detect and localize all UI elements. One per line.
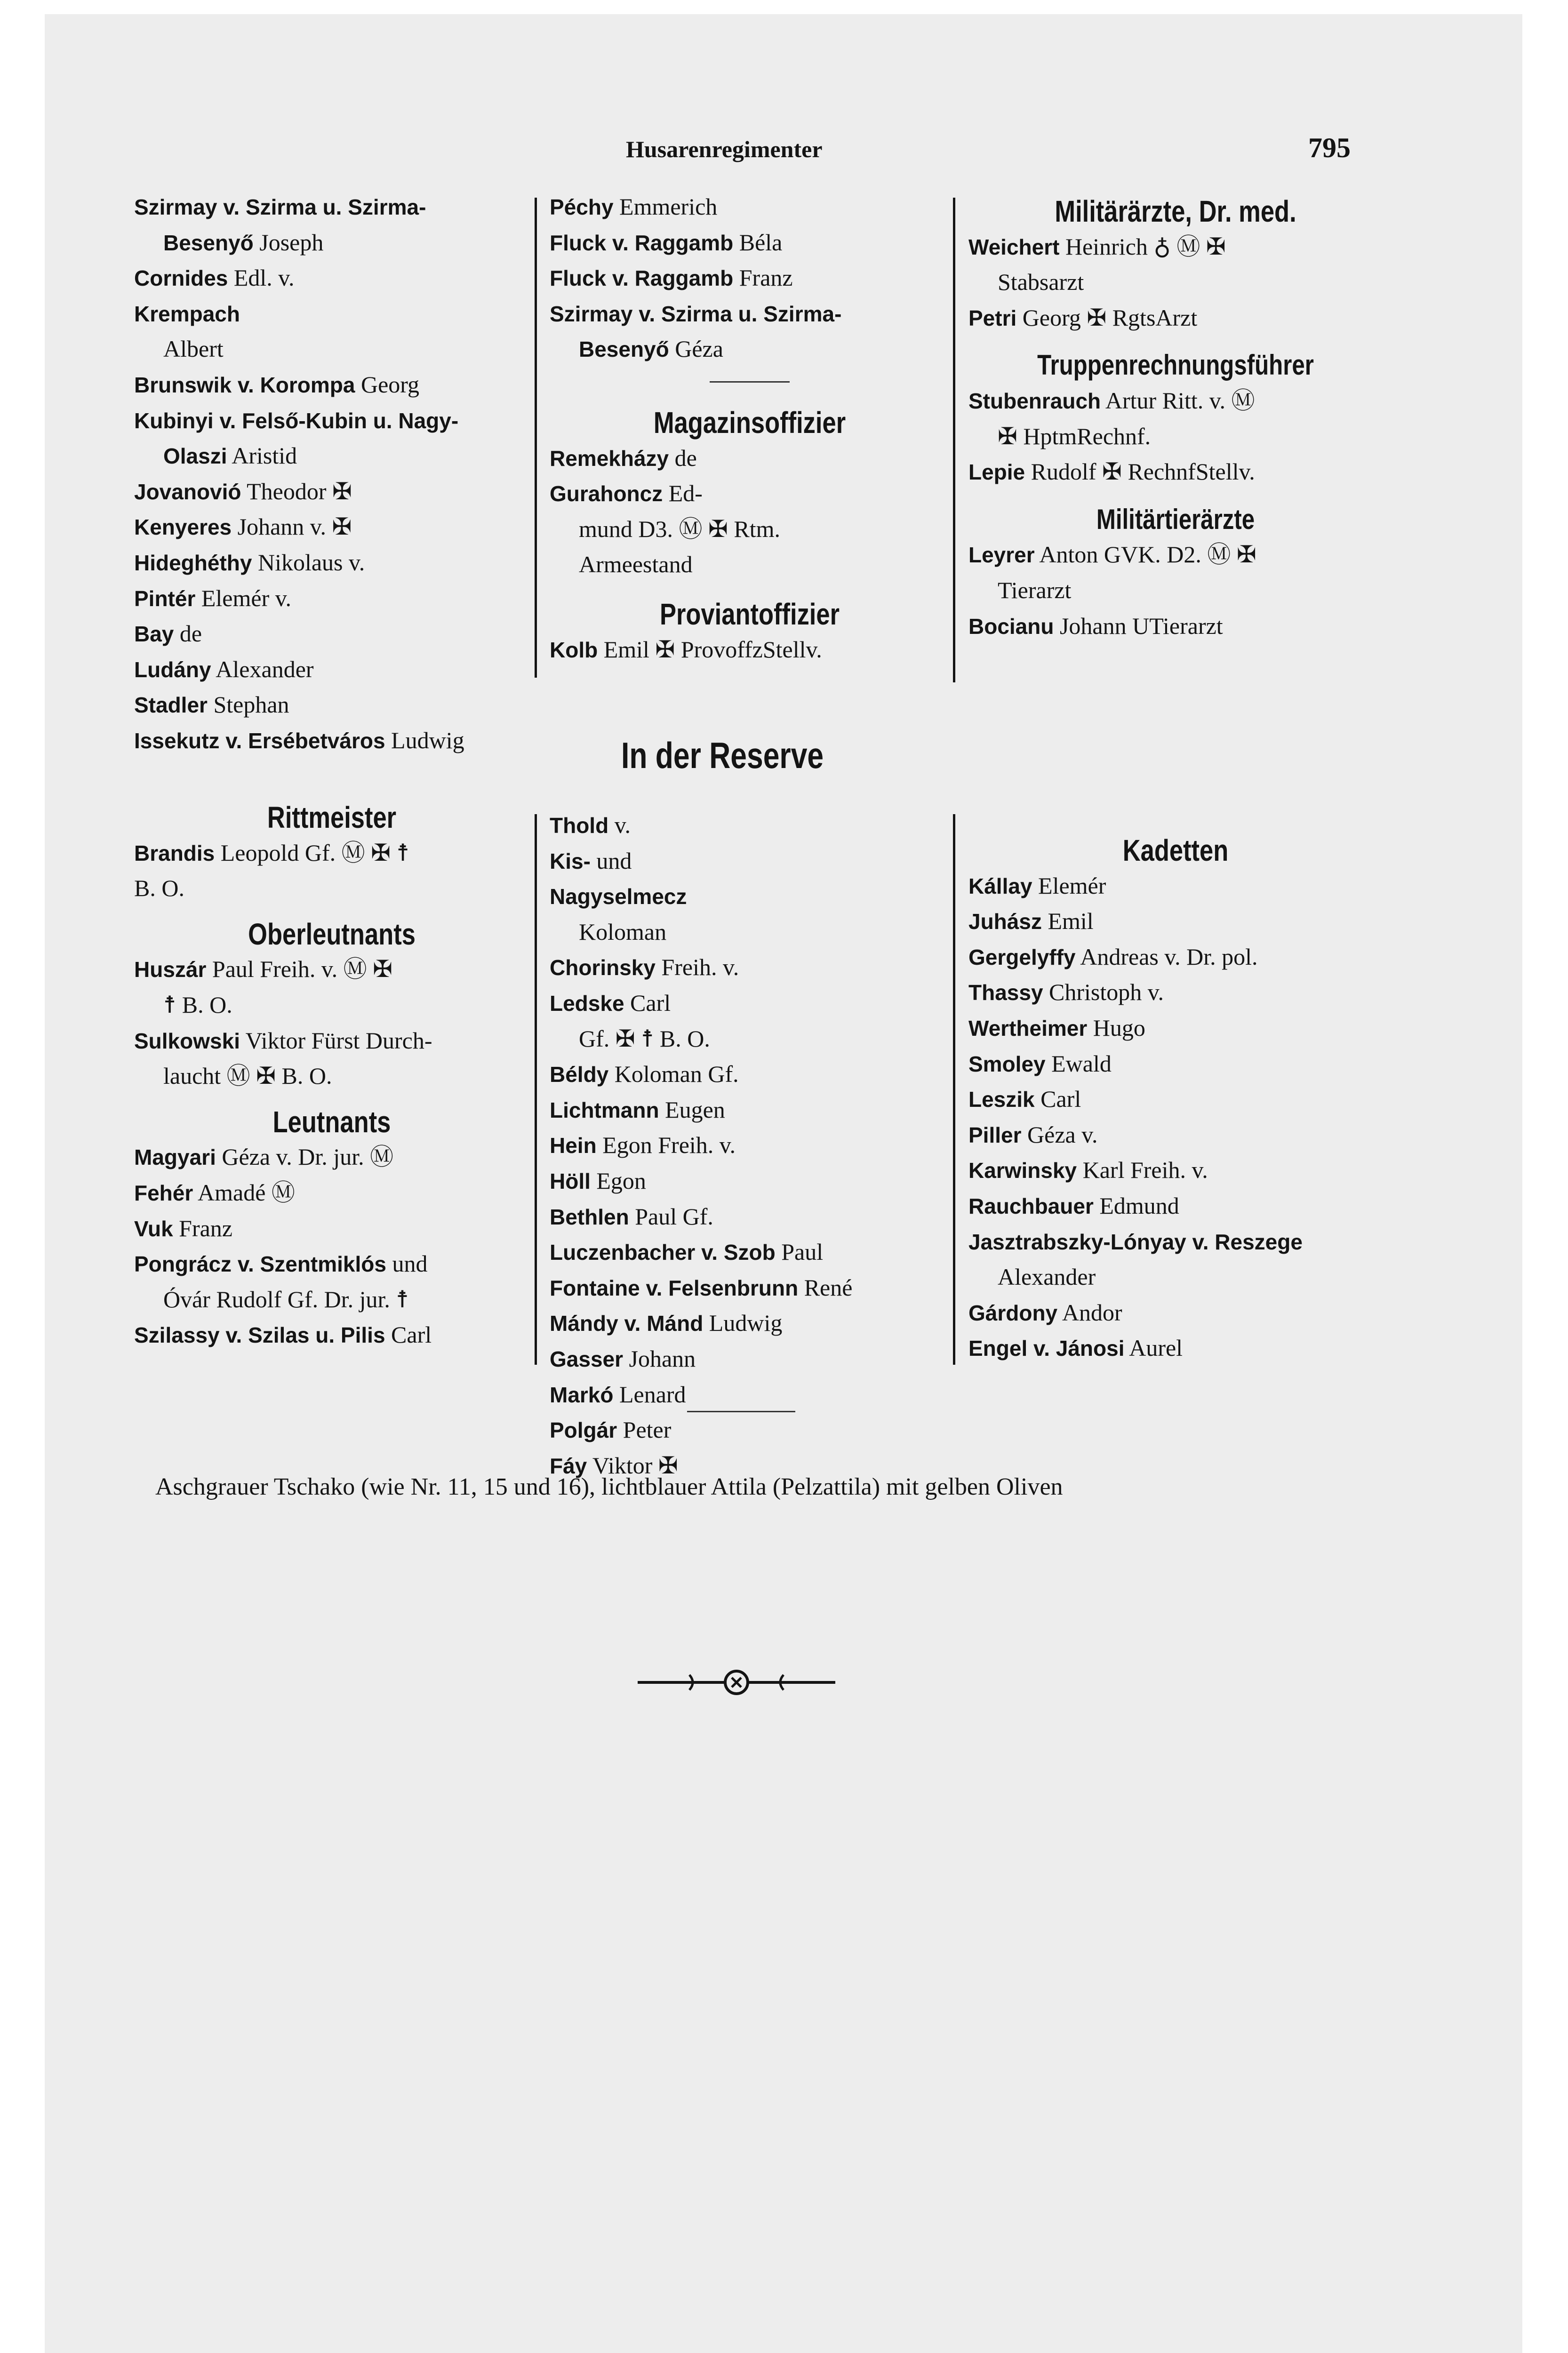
roster-entry [968, 573, 1383, 608]
given-name: de [669, 444, 697, 471]
surname: Bocianu [968, 614, 1054, 639]
given-name: Aurel [1124, 1335, 1183, 1361]
reserve-column-1 [134, 800, 529, 1353]
surname: Leszik [968, 1087, 1035, 1112]
roster-entry [134, 1211, 529, 1247]
roster-entry [134, 403, 529, 439]
roster-entry [550, 950, 954, 985]
roster-entry [550, 512, 950, 547]
surname: Besenyő [579, 337, 669, 362]
given-name: Egon Freih. v. [596, 1132, 736, 1159]
roster-entry [550, 476, 950, 512]
surname: Pintér [134, 586, 196, 611]
surname: Brandis [134, 840, 215, 865]
given-name: Paul [775, 1239, 824, 1265]
surname: Stubenrauch [968, 388, 1101, 413]
given-name: Freih. v. [655, 954, 739, 981]
surname: Thassy [968, 980, 1043, 1005]
magazin-heading: Magazinsoffizier [653, 405, 846, 440]
roster-entry [134, 545, 529, 581]
roster-entry [550, 1199, 954, 1235]
given-name: Paul Gf. [629, 1203, 713, 1230]
roster-entry [134, 1139, 529, 1175]
surname: Vuk [134, 1216, 173, 1241]
kadetten-heading: Kadetten [1122, 833, 1229, 867]
given-name: Peter [617, 1417, 672, 1443]
surname: Engel v. Jánosi [968, 1336, 1125, 1361]
roster-entry [968, 1188, 1383, 1224]
given-name: Óvár Rudolf Gf. Dr. jur. ☨ [163, 1286, 409, 1313]
roster-entry [134, 1246, 529, 1282]
roster-entry [550, 296, 950, 332]
given-name: ✠ HptmRechnf. [998, 423, 1151, 449]
given-name: Carl [624, 989, 671, 1016]
given-name: Andreas v. Dr. pol. [1075, 943, 1258, 970]
given-name: Armeestand [579, 551, 693, 578]
reserve-title: In der Reserve [621, 735, 824, 776]
footer-note: Aschgrauer Tschako (wie Nr. 11, 15 und 16), lichtblauer Attila (Pelzattila) mit gelben Oliven [155, 1473, 1063, 1500]
given-name: Edmund [1093, 1192, 1179, 1219]
roster-entry [968, 1046, 1383, 1082]
surname: Höll [550, 1168, 591, 1193]
roster-entry [550, 1270, 954, 1306]
surname: Péchy [550, 195, 614, 219]
given-name: René [798, 1274, 853, 1301]
surname: Piller [968, 1122, 1022, 1147]
given-name: Ludwig [385, 727, 464, 753]
roster-entry [134, 581, 529, 616]
roster-entry [134, 652, 529, 688]
surname: Issekutz v. Ersébetváros [134, 728, 385, 753]
given-name: Paul Freih. v. Ⓜ ✠ [206, 956, 392, 983]
roster-entry [968, 454, 1383, 490]
given-name: Johann [623, 1345, 696, 1372]
given-name: Egon [590, 1167, 646, 1194]
roster-entry [134, 1282, 529, 1318]
surname: Ledske [550, 991, 624, 1016]
given-name: Tierarzt [998, 576, 1072, 603]
given-name: Theodor ✠ [241, 478, 352, 504]
roster-entry [550, 879, 954, 914]
given-name: und [590, 847, 632, 874]
surname: Leyrer [968, 543, 1035, 568]
roster-entry [550, 1092, 954, 1128]
roster-entry [134, 1317, 529, 1353]
surname: Kis- [550, 848, 591, 873]
given-name: Nikolaus v. [252, 549, 365, 576]
given-name: Franz [733, 264, 793, 291]
given-name: Edl. v. [228, 264, 295, 291]
roster-entry [968, 1224, 1383, 1260]
roster-entry [550, 1341, 954, 1377]
roster-entry [134, 1175, 529, 1211]
roster-entry [550, 1056, 954, 1092]
surname: Remekházy [550, 446, 669, 471]
roster-entry [134, 225, 529, 261]
surname: Kállay [968, 873, 1032, 898]
surname: Kenyeres [134, 515, 232, 540]
given-name: Stabsarzt [998, 269, 1084, 296]
roster-entry [968, 419, 1383, 455]
surname: Fehér [134, 1180, 193, 1205]
surname: Thold [550, 813, 609, 838]
roster-entry [550, 632, 950, 668]
surname: Gurahoncz [550, 481, 663, 506]
given-name: Amadé Ⓜ [193, 1179, 295, 1206]
given-name: Viktor ✠ [587, 1452, 678, 1479]
given-name: Christoph v. [1043, 979, 1164, 1006]
roster-entry [134, 296, 529, 332]
surname: Mándy v. Mánd [550, 1311, 704, 1336]
surname: Béldy [550, 1062, 609, 1087]
surname: Huszár [134, 957, 207, 982]
roster-entry [550, 1163, 954, 1199]
roster-entry [134, 835, 529, 871]
given-name: Joseph [253, 229, 324, 256]
surname: Gasser [550, 1346, 624, 1371]
surname: Sulkowski [134, 1028, 240, 1053]
running-head: Husarenregimenter [626, 136, 823, 162]
column-rule [953, 814, 955, 1365]
roster-entry [134, 723, 529, 759]
given-name: Ed- [663, 480, 703, 507]
surname: Szirmay v. Szirma u. Szirma- [550, 301, 842, 326]
roster-entry [968, 383, 1383, 419]
roster-entry [550, 189, 950, 225]
roster-entry [550, 260, 950, 296]
given-name: Leopold Gf. Ⓜ ✠ ☨ [215, 839, 409, 866]
roster-entry [134, 1058, 529, 1094]
given-name: v. [608, 812, 631, 838]
rittmeister-heading: Rittmeister [267, 800, 397, 834]
surname: Hein [550, 1133, 597, 1158]
roster-entry [968, 1152, 1383, 1188]
given-name: Carl [1034, 1086, 1081, 1112]
roster-entry [550, 808, 954, 843]
roster-entry [550, 225, 950, 261]
given-name: Elemér v. [195, 584, 291, 611]
roster-entry [968, 1259, 1383, 1295]
surname: Fáy [550, 1453, 587, 1478]
surname: Krempach [134, 301, 240, 326]
surname: Hideghéthy [134, 550, 252, 575]
roster-entry [134, 687, 529, 723]
roster-entry [968, 904, 1383, 939]
surname: Fontaine v. Felsenbrunn [550, 1275, 799, 1300]
roster-entry [134, 952, 529, 987]
surname: Bay [134, 622, 174, 647]
roster-entry [968, 1081, 1383, 1117]
given-name: Franz [173, 1215, 232, 1241]
given-name: Viktor Fürst Durch- [240, 1027, 432, 1054]
ornament [638, 1668, 835, 1697]
given-name: Aristid [227, 442, 297, 469]
given-name: laucht Ⓜ ✠ B. O. [163, 1063, 332, 1089]
given-name: mund D3. Ⓜ ✠ Rtm. [579, 515, 781, 542]
given-name: Lenard [613, 1381, 686, 1408]
given-name: Ewald [1045, 1050, 1112, 1077]
roster-entry [550, 547, 950, 583]
column-rule [535, 814, 537, 1365]
roster-entry [134, 367, 529, 403]
column-rule [953, 198, 955, 682]
column-rule [535, 198, 537, 678]
given-name: Koloman [579, 918, 667, 945]
surname: Polgár [550, 1418, 617, 1443]
roster-entry [134, 474, 529, 510]
surname: Gergelyffy [968, 944, 1076, 969]
given-name: Ludwig [703, 1310, 783, 1337]
given-name: Georg [355, 371, 420, 398]
surname: Olaszi [163, 444, 227, 469]
roster-entry [968, 1010, 1383, 1046]
given-name: ☨ B. O. [163, 991, 232, 1018]
given-name: Johann v. ✠ [232, 513, 352, 540]
roster-entry [134, 616, 529, 652]
surname: Jovanovió [134, 479, 241, 504]
roster-entry [134, 509, 529, 545]
oberleutnants-heading: Oberleutnants [248, 917, 416, 951]
given-name: Georg ✠ RgtsArzt [1016, 304, 1198, 331]
surname: Magyari [134, 1145, 216, 1170]
roster-entry [550, 1128, 954, 1163]
given-name: Karl Freih. v. [1077, 1157, 1208, 1184]
roster-entry [968, 868, 1383, 904]
surname: Kolb [550, 637, 598, 662]
surname: Luczenbacher v. Szob [550, 1240, 776, 1265]
surname: Chorinsky [550, 955, 656, 980]
roster-entry [968, 1295, 1383, 1331]
given-name: Alexander [998, 1264, 1096, 1290]
roster-entry [550, 985, 954, 1021]
surname: Karwinsky [968, 1158, 1077, 1183]
active-column-2 [550, 189, 950, 667]
given-name: Albert [163, 336, 224, 362]
surname: Fluck v. Raggamb [550, 230, 734, 255]
given-name: Hugo [1087, 1014, 1145, 1041]
given-name: Eugen [659, 1096, 725, 1123]
tieraerzte-heading: Militärtierärzte [1096, 503, 1255, 535]
surname: Stadler [134, 693, 208, 718]
roster-entry [968, 537, 1383, 573]
given-name: Géza v. [1021, 1121, 1098, 1148]
reserve-column-3 [968, 833, 1383, 1366]
surname: Jasztrabszky-Lónyay v. Reszege [968, 1229, 1303, 1254]
roster-entry [550, 1412, 954, 1448]
active-column-3 [968, 189, 1383, 644]
roster-entry [134, 438, 529, 474]
given-name: Anton GVK. D2. Ⓜ ✠ [1034, 541, 1256, 568]
surname: Szirmay v. Szirma u. Szirma- [134, 195, 426, 219]
surname: Nagyselmecz [550, 884, 687, 909]
roster-entry [968, 608, 1383, 644]
surname: Juhász [968, 909, 1042, 934]
roster-entry [550, 1377, 954, 1413]
surname: Markó [550, 1382, 614, 1407]
surname: Ludány [134, 657, 211, 682]
roster-entry [134, 871, 529, 906]
separator [687, 1411, 795, 1412]
surname: Kubinyi v. Felső-Kubin u. Nagy- [134, 408, 459, 433]
given-name: Koloman Gf. [608, 1061, 739, 1088]
given-name: Emil ✠ ProvoffzStellv. [598, 636, 822, 663]
surname: Pongrácz v. Szentmiklós [134, 1252, 386, 1277]
roster-entry [968, 1330, 1383, 1366]
given-name: Géza [669, 336, 723, 362]
roster-entry [968, 975, 1383, 1010]
roster-entry [550, 914, 954, 950]
roster-entry [134, 260, 529, 296]
proviant-heading: Proviantoffizier [660, 597, 840, 631]
given-name: Carl [385, 1321, 432, 1348]
roster-entry [968, 229, 1383, 265]
surname: Gárdony [968, 1300, 1058, 1325]
truppen-heading: Truppenrechnungsführer [1037, 349, 1314, 381]
roster-entry [968, 939, 1383, 975]
roster-entry [968, 1117, 1383, 1153]
roster-entry [550, 1021, 954, 1057]
given-name: Rudolf ✠ RechnfStellv. [1025, 458, 1255, 485]
roster-entry [134, 331, 529, 367]
given-name: Johann UTierarzt [1054, 612, 1223, 639]
surname: Fluck v. Raggamb [550, 266, 734, 291]
roster-entry [968, 264, 1383, 300]
given-name: Emmerich [613, 193, 718, 220]
roster-entry [550, 1305, 954, 1341]
page-number: 795 [1308, 132, 1351, 163]
aerzte-heading: Militärärzte, Dr. med. [1055, 194, 1296, 228]
leutnants-heading: Leutnants [272, 1104, 391, 1139]
given-name: Artur Ritt. v. Ⓜ [1101, 387, 1255, 414]
surname: Bethlen [550, 1204, 629, 1229]
surname: Besenyő [163, 230, 254, 255]
surname: Lepie [968, 460, 1025, 485]
surname: Lichtmann [550, 1097, 659, 1122]
given-name: Géza v. Dr. jur. Ⓜ [216, 1144, 394, 1170]
surname: Wertheimer [968, 1016, 1088, 1040]
roster-entry [550, 331, 950, 367]
roster-entry [550, 1234, 954, 1270]
surname: Szilassy v. Szilas u. Pilis [134, 1323, 385, 1348]
surname: Rauchbauer [968, 1193, 1094, 1218]
reserve-column-2 [550, 808, 954, 1483]
given-name: B. O. [134, 875, 184, 902]
roster-entry [968, 300, 1383, 336]
given-name: und [386, 1250, 428, 1277]
given-name: Elemér [1032, 872, 1106, 899]
surname: Petri [968, 305, 1017, 330]
given-name: Stephan [207, 691, 289, 718]
surname: Brunswik v. Korompa [134, 372, 355, 397]
surname: Smoley [968, 1051, 1046, 1076]
roster-entry [134, 189, 529, 225]
given-name: Andor [1057, 1299, 1122, 1326]
given-name: Béla [733, 229, 783, 256]
separator [710, 381, 790, 383]
surname: Cornides [134, 266, 228, 291]
roster-entry [134, 987, 529, 1023]
given-name: Emil [1041, 908, 1094, 935]
surname: Weichert [968, 234, 1060, 259]
active-column-1 [134, 189, 529, 759]
roster-entry [134, 1023, 529, 1059]
given-name: Heinrich ♁ Ⓜ ✠ [1059, 233, 1226, 260]
given-name: Alexander [211, 656, 314, 682]
roster-entry [550, 440, 950, 476]
given-name: de [174, 620, 202, 647]
roster-entry [550, 843, 954, 879]
given-name: Gf. ✠ ☨ B. O. [579, 1025, 710, 1052]
